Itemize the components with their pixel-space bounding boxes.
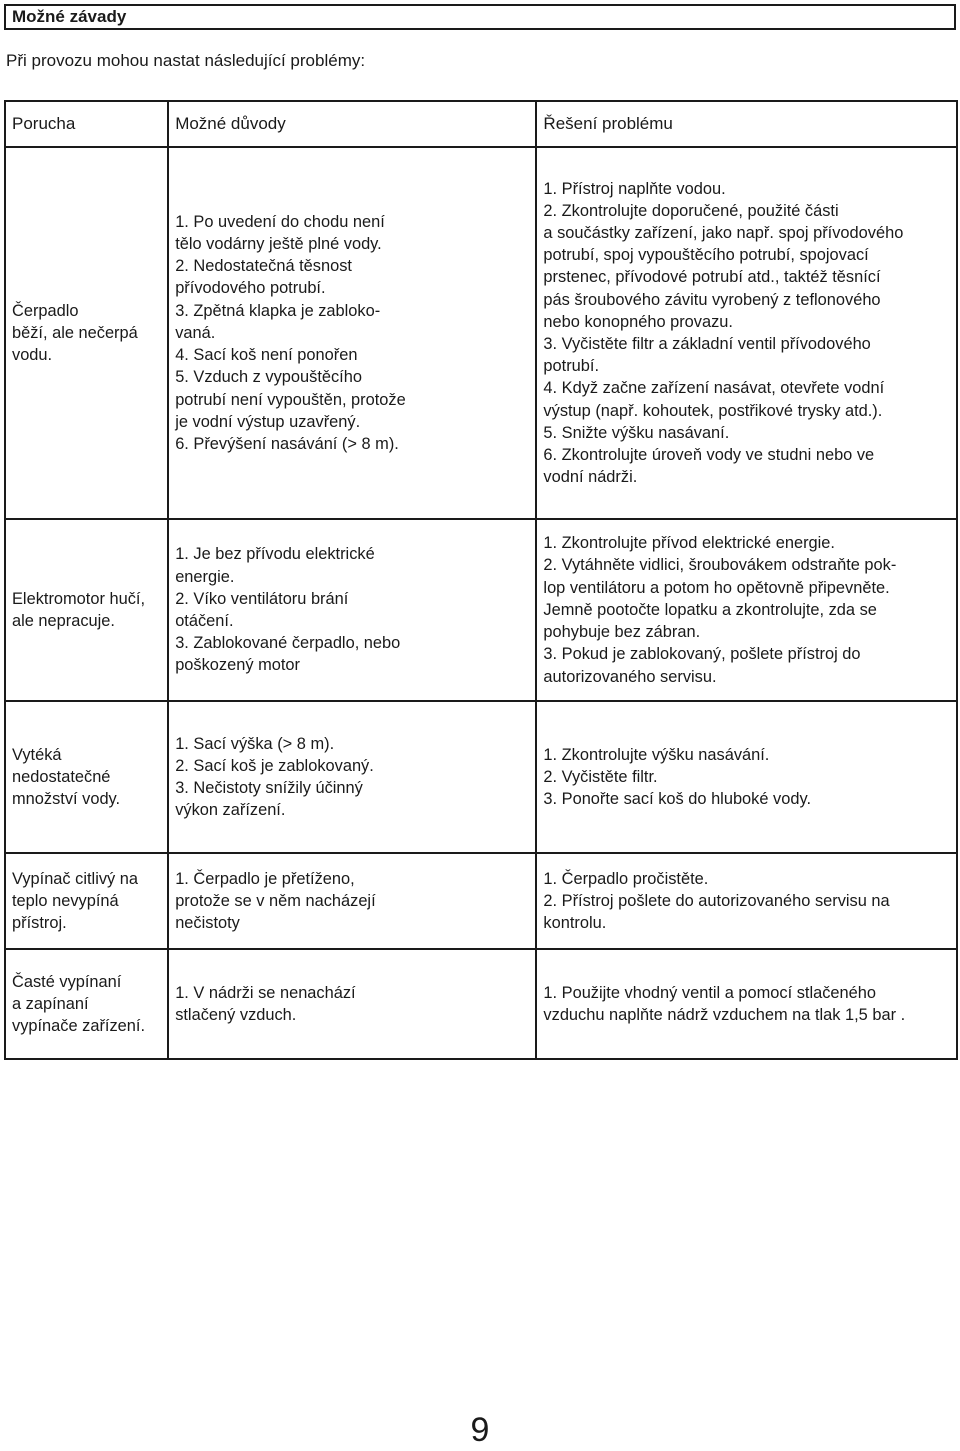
cell-line: Vytéká	[12, 745, 62, 764]
causes-cell	[168, 147, 536, 519]
cell-line: vaná.	[175, 323, 216, 342]
cell-line: 1. Je bez přívodu elektrické	[175, 545, 375, 564]
header-causes: Možné důvody	[168, 101, 536, 147]
cell-line: běží, ale nečerpá	[12, 323, 138, 342]
page-number: 9	[470, 1411, 490, 1449]
cell-line: je vodní výstup uzavřený.	[175, 412, 361, 431]
cell-line: potrubí, spoj vypouštěcího potrubí, spojovací	[543, 246, 869, 265]
cell-line: 3. Zpětná klapka je zabloko-	[175, 301, 381, 320]
cell-line: 1. Čerpadlo je přetíženo,	[175, 869, 355, 888]
cell-line: Jemně pootočte lopatku a zkontrolujte, zda se	[543, 600, 877, 619]
cell-line: nečistoty	[175, 914, 240, 933]
cell-line: 1. V nádrži se nenachází	[175, 983, 356, 1002]
cell-line: 4. Když začne zařízení nasávat, otevřete vodní	[543, 379, 885, 398]
cell-line: množství vody.	[12, 790, 121, 809]
cell-line: výstup (např. kohoutek, postřikové trysky atd.).	[543, 401, 883, 420]
fault-cell	[5, 949, 168, 1059]
cell-line: poškozený motor	[175, 656, 300, 675]
cell-line: 4. Sací koš není ponořen	[175, 346, 358, 365]
cell-line: 1. Zkontrolujte přívod elektrické energie.	[543, 534, 835, 553]
cell-line: Čerpadlo	[12, 301, 79, 320]
cell-line: Vypínač citlivý na	[12, 869, 139, 888]
table-row	[5, 701, 957, 853]
cell-line: 2. Vytáhněte vidlici, šroubovákem odstraňte pok-	[543, 556, 897, 575]
table-row	[5, 853, 957, 949]
causes-cell	[168, 949, 536, 1059]
table-row	[5, 147, 957, 519]
solutions-cell	[536, 519, 957, 701]
cell-line: tělo vodárny ještě plné vody.	[175, 235, 382, 254]
causes-cell	[168, 519, 536, 701]
cell-line: Elektromotor hučí,	[12, 589, 145, 608]
cell-line: 6. Zkontrolujte úroveň vody ve studni nebo ve	[543, 446, 875, 465]
causes-cell	[168, 701, 536, 853]
cell-line: potrubí.	[543, 357, 600, 376]
intro-text: Při provozu mohou nastat následující problémy:	[6, 51, 366, 70]
cell-line: vodní nádrži.	[543, 468, 638, 487]
cell-line: 3. Pokud je zablokovaný, pošlete přístroj do	[543, 645, 861, 664]
cell-line: ale nepracuje.	[12, 612, 115, 630]
cell-line: 3. Ponořte sací koš do hluboké vody.	[543, 790, 811, 809]
fault-cell	[5, 519, 168, 701]
cell-line: potrubí není vypouštěn, protože	[175, 390, 406, 409]
table-row	[5, 519, 957, 701]
cell-line: 5. Snižte výšku nasávaní.	[543, 423, 730, 442]
cell-line: stlačený vzduch.	[175, 1006, 297, 1024]
cell-line: Časté vypínaní	[12, 972, 122, 991]
cell-line: energie.	[175, 567, 235, 586]
solutions-cell	[536, 853, 957, 949]
cell-line: 2. Víko ventilátoru brání	[175, 589, 349, 608]
fault-cell	[5, 853, 168, 949]
cell-line: 2. Vyčistěte filtr.	[543, 767, 658, 786]
cell-line: 3. Vyčistěte filtr a základní ventil přívodového	[543, 335, 871, 353]
cell-line: výkon zařízení.	[175, 801, 286, 820]
cell-line: kontrolu.	[543, 914, 607, 933]
header-solutions: Řešení problému	[536, 101, 957, 147]
fault-cell	[5, 147, 168, 519]
cell-line: vzduchu naplňte nádrž vzduchem na tlak 1,5 bar .	[543, 1006, 906, 1024]
solutions-cell	[536, 147, 957, 519]
cell-line: nebo konopného provazu.	[543, 312, 733, 331]
cell-line: a součástky zařízení, jako např. spoj přívodového	[543, 223, 904, 242]
cell-line: 1. Přístroj naplňte vodou.	[543, 179, 726, 198]
cell-line: teplo nevypíná	[12, 891, 119, 910]
solutions-cell	[536, 949, 957, 1059]
cell-line: pohybuje bez zábran.	[543, 623, 701, 642]
solutions-cell	[536, 701, 957, 853]
header-fault: Porucha	[5, 101, 168, 147]
table-body	[5, 147, 957, 1059]
cell-line: vypínače zařízení.	[12, 1017, 146, 1036]
cell-line: 5. Vzduch z vypouštěcího	[175, 368, 362, 387]
cell-line: 2. Nedostatečná těsnost	[175, 257, 352, 276]
troubleshooting-table	[4, 100, 958, 1060]
cell-line: přívodového potrubí.	[175, 279, 326, 298]
cell-line: 1. Zkontrolujte výšku nasávání.	[543, 745, 770, 764]
table-header-row	[5, 101, 957, 147]
cell-line: protože se v něm nacházejí	[175, 891, 376, 910]
cell-line: 3. Nečistoty snížily účinný	[175, 779, 363, 797]
cell-line: autorizovaného servisu.	[543, 667, 717, 686]
cell-line: 2. Zkontrolujte doporučené, použité části	[543, 201, 839, 220]
table-row	[5, 949, 957, 1059]
cell-line: prstenec, přívodové potrubí atd., taktéž těsnící	[543, 268, 881, 287]
cell-line: a zapínaní	[12, 994, 89, 1013]
causes-cell	[168, 853, 536, 949]
cell-line: 6. Převýšení nasávání (> 8 m).	[175, 434, 399, 453]
cell-line: vodu.	[12, 346, 53, 365]
cell-line: otáčení.	[175, 612, 234, 630]
cell-line: přístroj.	[12, 914, 67, 933]
section-heading: Možné závady	[4, 4, 956, 30]
fault-cell	[5, 701, 168, 853]
cell-line: pás šroubového závitu vyrobený z teflonového	[543, 290, 881, 309]
cell-line: lop ventilátoru a potom ho opětovně připevněte.	[543, 578, 890, 597]
cell-line: 1. Použijte vhodný ventil a pomocí stlačeného	[543, 983, 876, 1002]
cell-line: nedostatečné	[12, 767, 111, 786]
cell-line: 2. Sací koš je zablokovaný.	[175, 756, 374, 775]
cell-line: 1. Čerpadlo pročistěte.	[543, 869, 709, 888]
cell-line: 2. Přístroj pošlete do autorizovaného servisu na	[543, 891, 890, 910]
cell-line: 1. Sací výška (> 8 m).	[175, 734, 335, 753]
cell-line: 1. Po uvedení do chodu není	[175, 212, 385, 231]
cell-line: 3. Zablokované čerpadlo, nebo	[175, 634, 401, 653]
